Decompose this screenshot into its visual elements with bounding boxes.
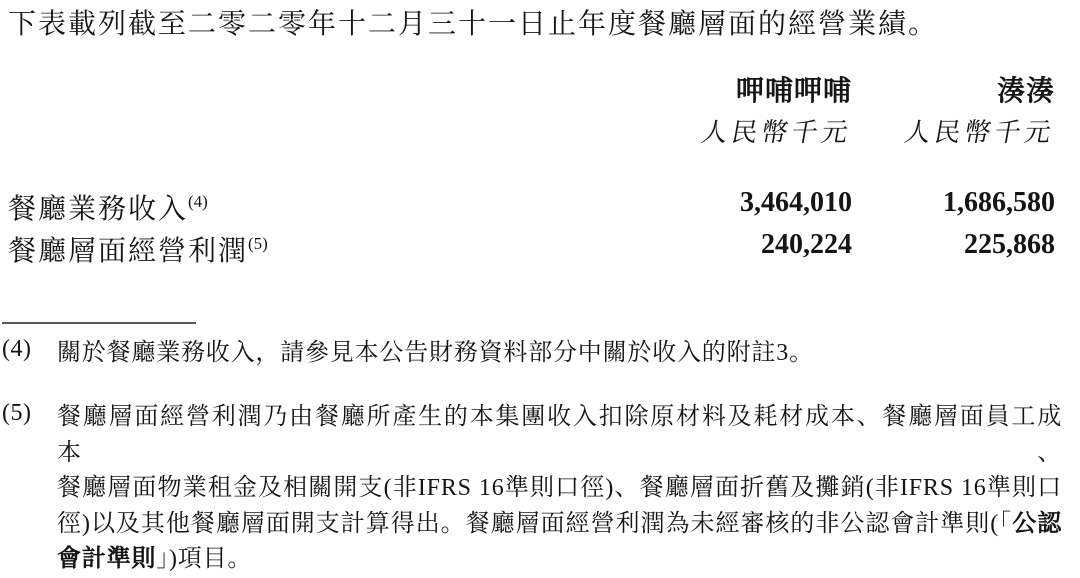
row-label-text: 餐廳層面經營利潤 bbox=[8, 236, 249, 267]
footnote-line bbox=[57, 336, 1062, 372]
footnote-line bbox=[57, 471, 1062, 507]
footnote-line bbox=[57, 400, 1062, 471]
table-header-names bbox=[8, 69, 1055, 109]
footnote-text: 餐廳層面物業租金及相關開支(非IFRS 16準則口徑)、餐廳層面折舊及攤銷(非IFRS 16準則口 bbox=[57, 475, 1062, 501]
footnote-ref-5: (5) bbox=[248, 233, 268, 253]
unit-label-col1 bbox=[642, 112, 855, 149]
footnote-body bbox=[57, 336, 1062, 372]
table-row-restaurant-revenue bbox=[8, 187, 1055, 227]
row-label-text: 餐廳業務收入 bbox=[8, 194, 189, 225]
column-header-xiabuxiabu: 呷哺呷哺 bbox=[735, 76, 852, 107]
row-label bbox=[8, 187, 642, 227]
column-header-coucou: 湊湊 bbox=[996, 76, 1055, 107]
unit-text: 人民幣千元 bbox=[902, 118, 1058, 147]
cell-operating-profit-xiabuxiabu: 240,224 bbox=[761, 229, 852, 260]
footnote-5 bbox=[2, 400, 1062, 578]
footnote-marker: (4) bbox=[2, 336, 32, 362]
footnote-line bbox=[57, 542, 1062, 578]
footnote-bold-text: 會計準則 bbox=[57, 546, 157, 572]
footnote-marker: (5) bbox=[2, 400, 32, 426]
row-label bbox=[8, 229, 642, 269]
footnote-text: 徑)以及其他餐廳層面開支計算得出。餐廳層面經營利潤為未經審核的非公認會計準則(「 bbox=[57, 510, 1013, 537]
footnote-bold-text: 公認 bbox=[1012, 510, 1062, 537]
cell-operating-profit-coucou: 225,868 bbox=[964, 229, 1055, 260]
footnote-text: 餐廳層面經營利潤乃由餐廳所產生的本集團收入扣除原材料及耗材成本、餐廳層面員工成本、 bbox=[57, 404, 1062, 466]
unit-label-col2 bbox=[852, 112, 1058, 149]
cell-revenue-coucou: 1,686,580 bbox=[943, 187, 1055, 218]
footnote-line bbox=[57, 507, 1062, 543]
footnote-body bbox=[57, 400, 1062, 578]
footnote-text: 關於餐廳業務收入，請參見本公告財務資料部分中關於收入的附註3。 bbox=[57, 340, 814, 366]
cell-revenue-xiabuxiabu: 3,464,010 bbox=[740, 187, 852, 218]
intro-text: 下表載列截至二零二零年十二月三十一日止年度餐廳層面的經營業績。 bbox=[8, 9, 939, 40]
unit-text: 人民幣千元 bbox=[699, 118, 855, 147]
footnote-text: 」)項目。 bbox=[156, 546, 253, 572]
table-header-units bbox=[8, 112, 1058, 149]
footnote-ref-4: (4) bbox=[188, 191, 208, 211]
footnote-divider bbox=[2, 322, 196, 324]
table-row-restaurant-operating-profit bbox=[8, 229, 1055, 269]
footnote-4 bbox=[2, 336, 1062, 372]
